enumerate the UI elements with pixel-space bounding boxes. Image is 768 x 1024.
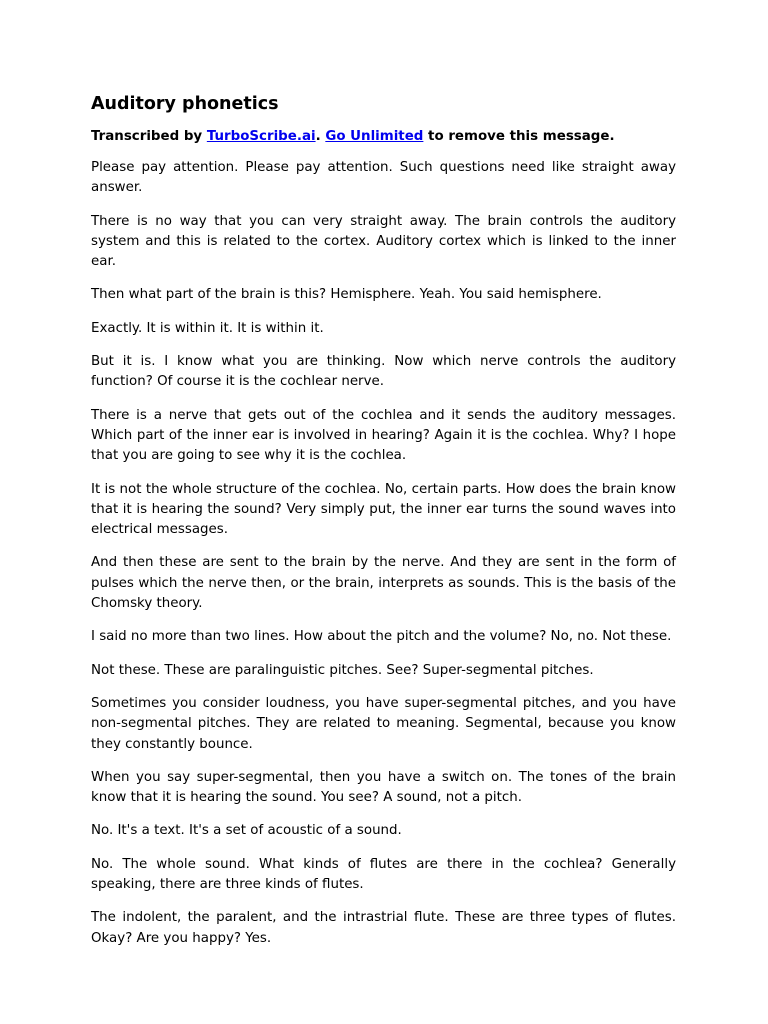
paragraph: But it is. I know what you are thinking. Now which nerve controls the auditory function? Of course it is the cochlear nerve.: [91, 354, 676, 390]
banner-prefix: Transcribed by: [91, 129, 207, 144]
paragraph: Sometimes you consider loudness, you have super-segmental pitches, and you have non-segmental pitches. They are related to meaning. Segmental, because you know they constantly bounce.: [91, 695, 676, 752]
paragraph: I said no more than two lines. How about the pitch and the volume? No, no. Not these.: [91, 629, 672, 645]
paragraph: Exactly. It is within it. It is within it.: [91, 320, 324, 336]
paragraph: It is not the whole structure of the cochlea. No, certain parts. How does the brain know that it is hearing the sound? Very simply put, the inner ear turns the sound waves into electrical messages.: [91, 481, 676, 538]
paragraph: There is no way that you can very straight away. The brain controls the auditory system and this is related to the cortex. Auditory cortex which is linked to the inner ear.: [91, 213, 676, 270]
paragraph: Then what part of the brain is this? Hemisphere. Yeah. You said hemisphere.: [91, 287, 602, 303]
paragraph: Please pay attention. Please pay attention. Such questions need like straight away answer.: [91, 160, 676, 196]
paragraph: Not these. These are paralinguistic pitches. See? Super-segmental pitches.: [91, 662, 594, 678]
paragraph: There is a nerve that gets out of the cochlea and it sends the auditory messages. Which part of the inner ear is involved in hearing? Again it is the cochlea. Why? I hope that you are going to see why it is the cochlea.: [91, 407, 676, 464]
turboscribe-link[interactable]: TurboScribe.ai: [206, 129, 316, 144]
banner-suffix: to remove this message.: [423, 129, 615, 144]
document-title: Auditory phonetics: [91, 94, 279, 114]
paragraph: No. It's a text. It's a set of acoustic of a sound.: [91, 823, 402, 839]
transcription-banner: [91, 127, 676, 147]
paragraph: When you say super-segmental, then you have a switch on. The tones of the brain know that it is hearing the sound. You see? A sound, not a pitch.: [91, 769, 676, 806]
paragraph: The indolent, the paralent, and the intrastrial flute. These are three types of flutes. Okay? Are you happy? Yes.: [91, 910, 676, 946]
go-unlimited-link[interactable]: Go Unlimited: [325, 129, 424, 144]
paragraph: And then these are sent to the brain by the nerve. And they are sent in the form of pulses which the nerve then, or the brain, interprets as sounds. This is the basis of the Chomsky theory.: [91, 555, 676, 612]
document-page: [91, 92, 676, 962]
paragraph: No. The whole sound. What kinds of flutes are there in the cochlea? Generally speaking, there are three kinds of flutes.: [91, 856, 676, 893]
banner-separator: .: [315, 129, 326, 144]
